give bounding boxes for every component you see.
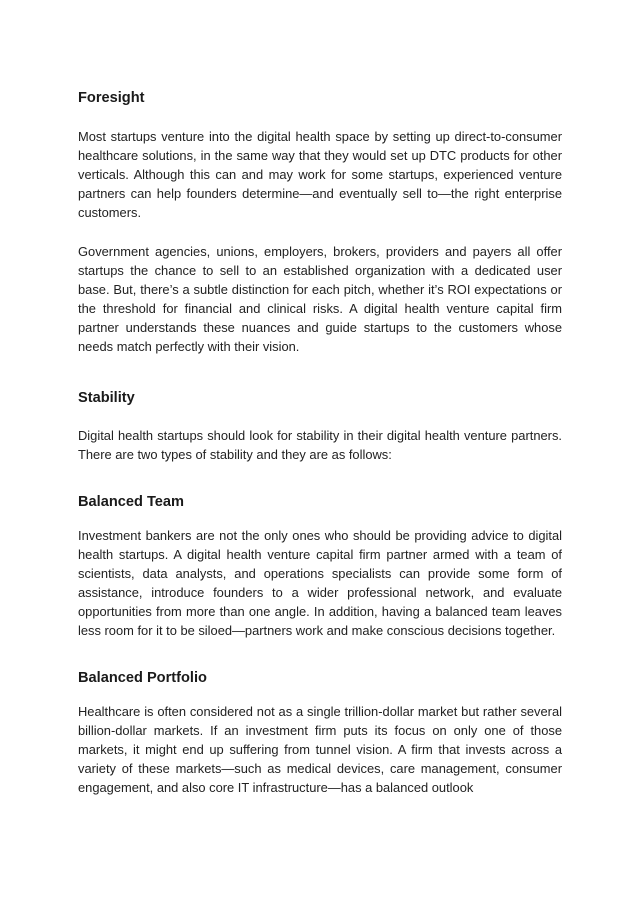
paragraph: Healthcare is often considered not as a single trillion-dollar market but rather several billion-dollar markets. If an investment firm puts its focus on only one of those markets, it might end up suffering from tunnel vision. A firm that invests across a variety of these markets—such as medical devices, care management, consumer engagement, and also core IT infrastructure—has a balanced outlook	[78, 704, 562, 795]
paragraph: Investment bankers are not the only ones who should be providing advice to digital health startups. A digital health venture capital firm partner armed with a team of scientists, data analysts, and operations specialists can provide some form of assistance, introduce founders to a wider professional network, and evaluate opportunities from more than one angle. In addition, having a balanced team leaves less room for it to be siloed—partners work and make conscious decisions together.	[78, 528, 562, 638]
paragraph: Digital health startups should look for stability in their digital health venture partners. There are two types of stability and they are as follows:	[78, 428, 562, 462]
section-heading-foresight: Foresight	[78, 90, 145, 106]
document-page	[78, 86, 562, 797]
section-heading-stability: Stability	[78, 390, 135, 406]
paragraph: Most startups venture into the digital health space by setting up direct-to-consumer healthcare solutions, in the same way that they would set up DTC products for other verticals. Although this can and may work for some startups, experienced venture partners can help founders determine—and eventually sell to—the right enterprise customers.	[78, 129, 562, 220]
section-heading-balanced-team: Balanced Team	[78, 494, 184, 510]
section-heading-balanced-portfolio: Balanced Portfolio	[78, 670, 207, 686]
paragraph: Government agencies, unions, employers, brokers, providers and payers all offer startups the chance to sell to an established organization with a dedicated user base. But, there’s a subtle distinction for each pitch, whether it’s ROI expectations or the threshold for financial and clinical risks. A digital health venture capital firm partner understands these nuances and guide startups to the customers whose needs match perfectly with their vision.	[78, 244, 562, 354]
